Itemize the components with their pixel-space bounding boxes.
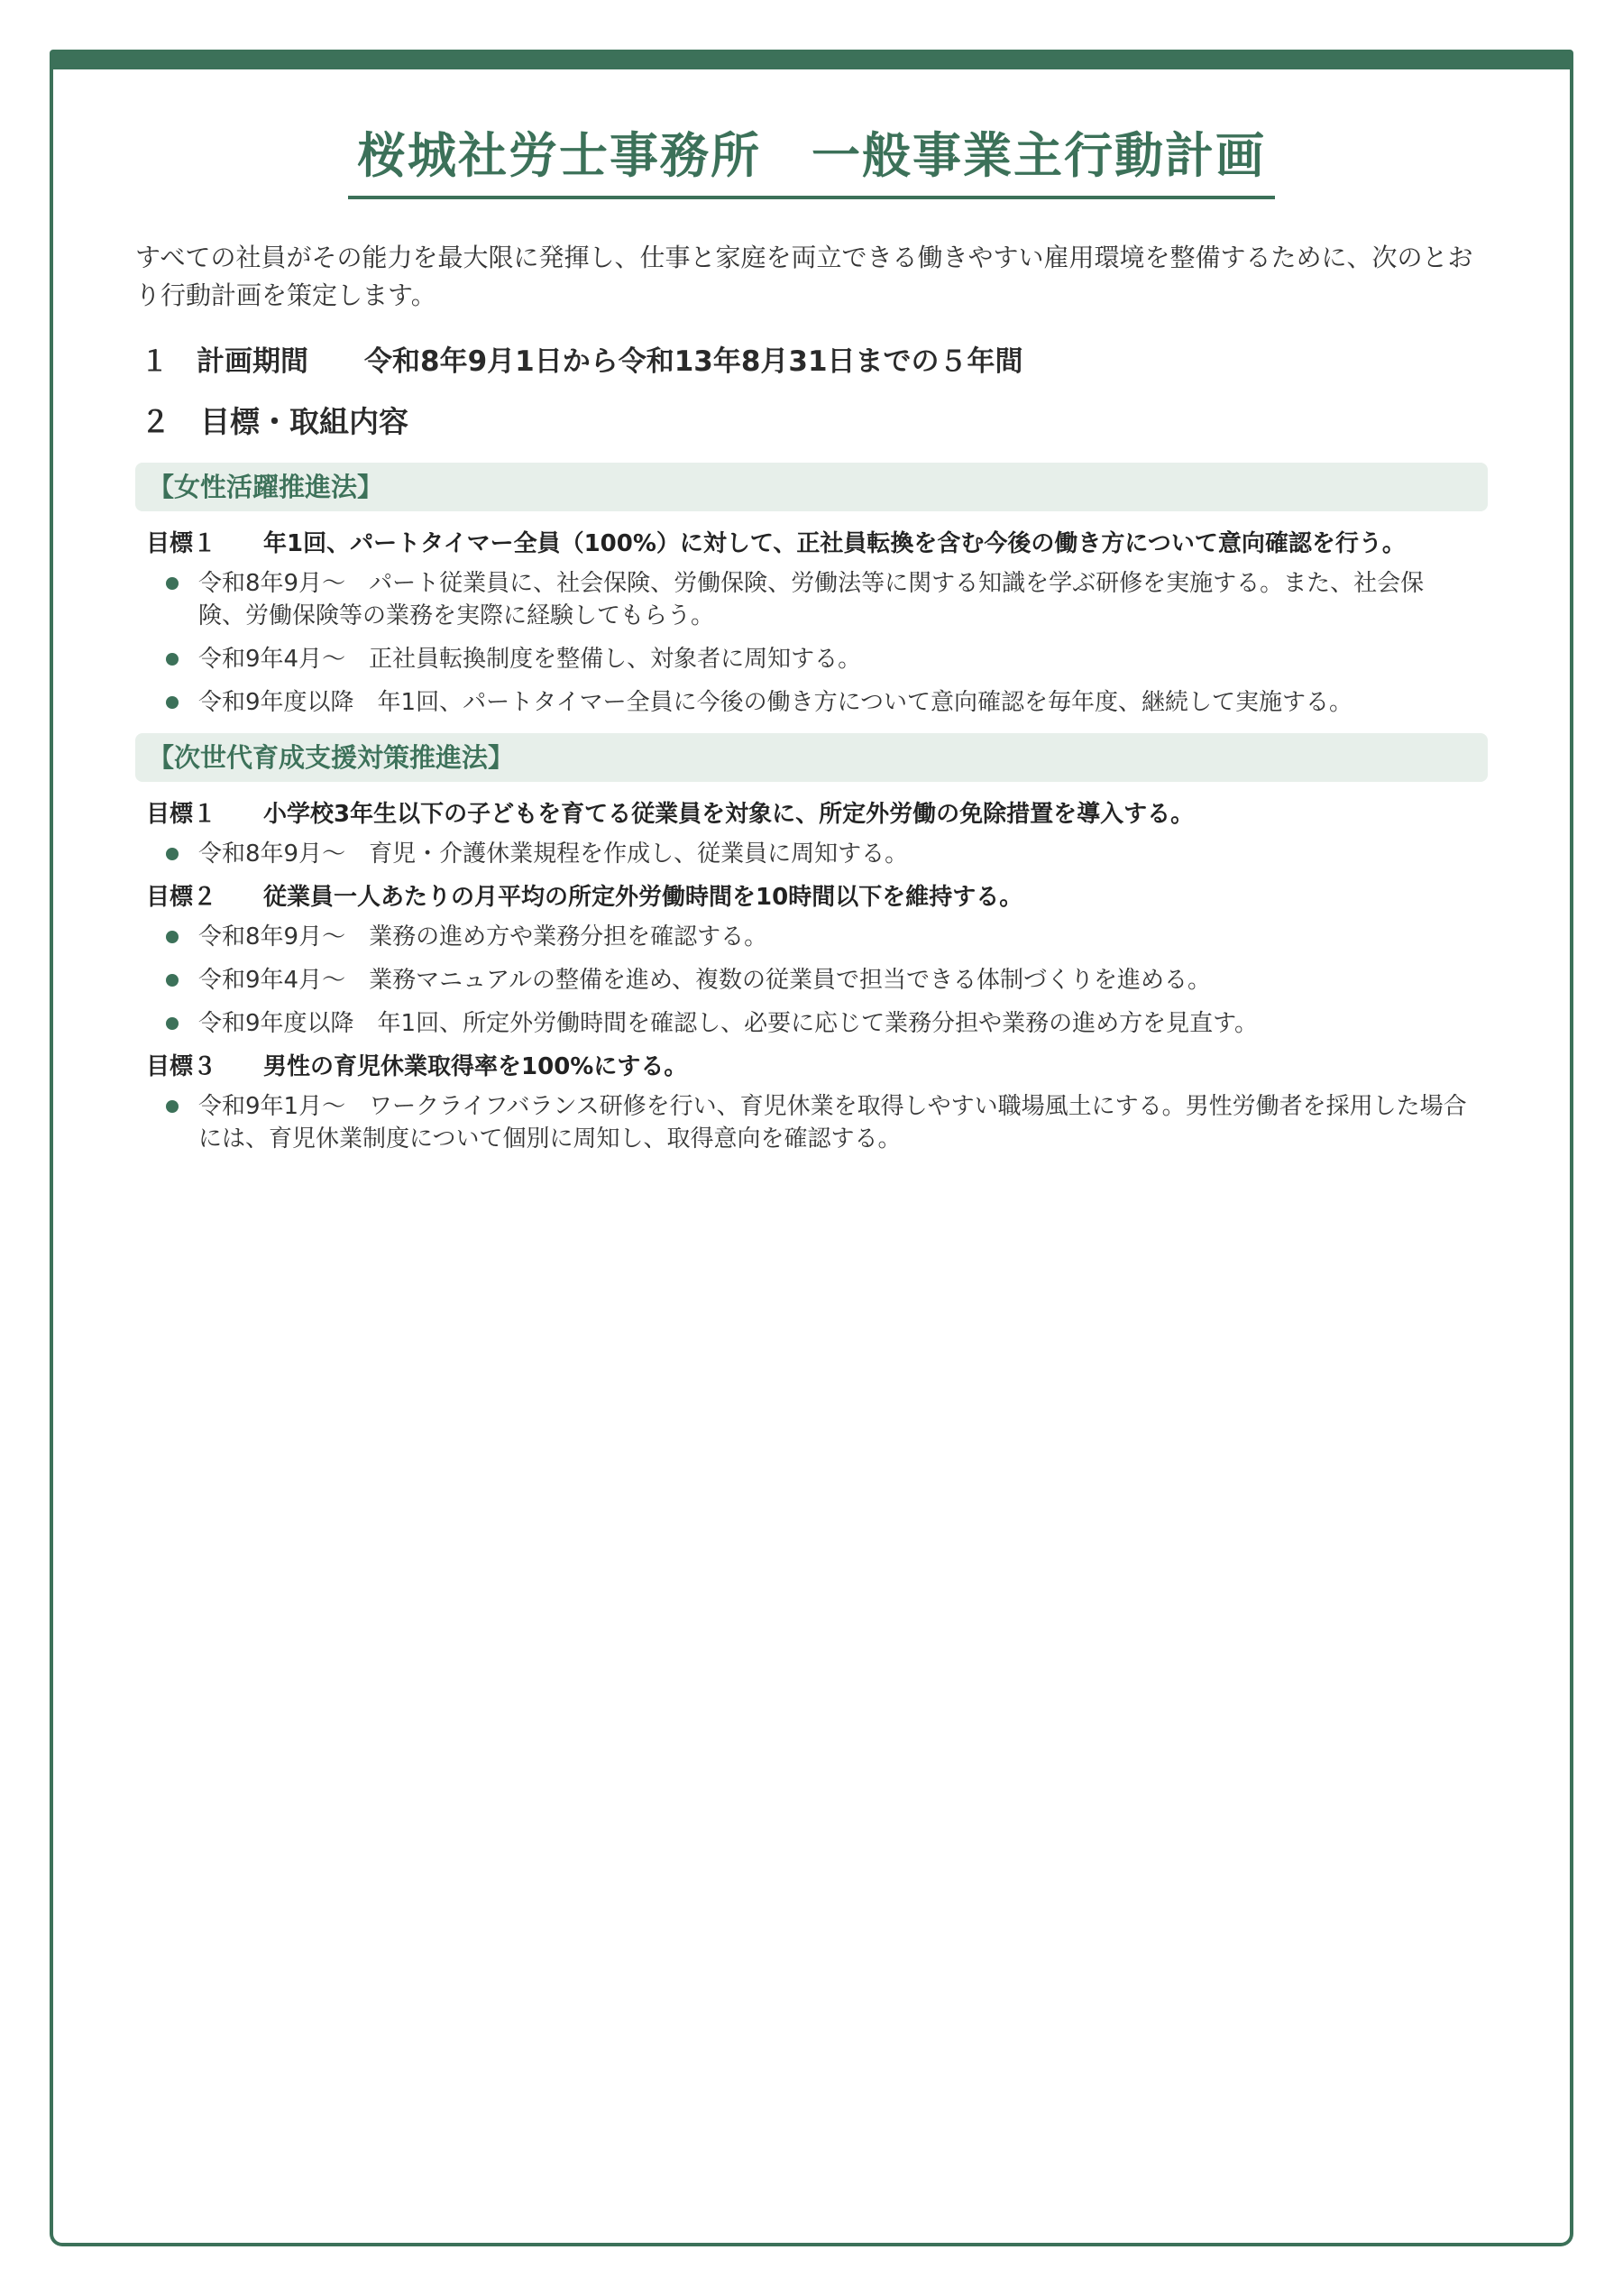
- goal-text: 年1回、パートタイマー全員（100%）に対して、正社員転換を含む今後の働き方について意向確認を行う。: [263, 530, 1406, 557]
- goal-label: 目標３: [146, 1053, 217, 1080]
- list-item: [135, 1007, 1488, 1040]
- list-item: [135, 567, 1488, 632]
- action-list: [135, 567, 1488, 719]
- action-list: [135, 921, 1488, 1040]
- section-next-generation: [135, 733, 1488, 1155]
- goal-label: 目標１: [146, 801, 217, 828]
- goal-heading: [146, 798, 1488, 831]
- action-list: [135, 1090, 1488, 1155]
- list-item: [135, 838, 1488, 870]
- bullet-icon: [166, 1017, 179, 1030]
- goal-text: 男性の育児休業取得率を100%にする。: [263, 1053, 688, 1080]
- bullet-icon: [166, 1100, 179, 1113]
- plan-period-heading: １ 計画期間 令和8年9月1日から令和13年8月31日までの５年間: [141, 345, 1023, 378]
- goal-text: 従業員一人あたりの月平均の所定外労働時間を10時間以下を維持する。: [263, 884, 1023, 911]
- section-women-advancement: [135, 463, 1488, 719]
- action-list: [135, 838, 1488, 870]
- list-item: [135, 1090, 1488, 1155]
- bullet-icon: [166, 696, 179, 709]
- list-item: [135, 643, 1488, 675]
- list-item-text: 令和9年4月～ 業務マニュアルの整備を進め、複数の従業員で担当できる体制づくりを進める。: [198, 967, 1212, 994]
- goal-text: 小学校3年生以下の子どもを育てる従業員を対象に、所定外労働の免除措置を導入する。: [263, 801, 1195, 828]
- goal-heading: [146, 881, 1488, 914]
- goals-heading: ２ 目標・取組内容: [141, 404, 408, 439]
- section-band: 【女性活躍推進法】: [135, 463, 1488, 511]
- document-body: [135, 117, 1488, 1166]
- bullet-icon: [166, 931, 179, 943]
- list-item-text: 令和9年度以降 年1回、パートタイマー全員に今後の働き方について意向確認を毎年度、継続して実施する。: [198, 689, 1353, 716]
- bullet-icon: [166, 577, 179, 590]
- list-item-text: 令和8年9月～ パート従業員に、社会保険、労働保険、労働法等に関する知識を学ぶ研修を実施する。また、社会保険、労働保険等の業務を実際に経験してもらう。: [198, 570, 1425, 629]
- list-item-text: 令和9年1月～ ワークライフバランス研修を行い、育児休業を取得しやすい職場風土にする。男性労働者を採用した場合には、育児休業制度について個別に周知し、取得意向を確認する。: [198, 1093, 1467, 1153]
- goal-heading: [146, 528, 1488, 560]
- title-wrap: [135, 117, 1488, 199]
- bullet-icon: [166, 848, 179, 860]
- document-title: 桜城社労士事務所 一般事業主行動計画: [348, 117, 1275, 199]
- goal-label: 目標２: [146, 884, 217, 911]
- list-item: [135, 921, 1488, 953]
- list-item: [135, 964, 1488, 996]
- goal-label: 目標１: [146, 530, 217, 557]
- list-item-text: 令和9年4月～ 正社員転換制度を整備し、対象者に周知する。: [198, 646, 862, 673]
- list-item-text: 令和8年9月～ 業務の進め方や業務分担を確認する。: [198, 923, 768, 951]
- list-item: [135, 686, 1488, 719]
- intro-paragraph: すべての社員がその能力を最大限に発揮し、仕事と家庭を両立できる働きやすい雇用環境を整備するために、次のとおり行動計画を策定します。: [135, 243, 1473, 310]
- list-item-text: 令和8年9月～ 育児・介護休業規程を作成し、従業員に周知する。: [198, 840, 909, 868]
- bullet-icon: [166, 653, 179, 666]
- list-item-text: 令和9年度以降 年1回、所定外労働時間を確認し、必要に応じて業務分担や業務の進め方を見直す。: [198, 1010, 1259, 1037]
- goal-heading: [146, 1051, 1488, 1083]
- section-band: 【次世代育成支援対策推進法】: [135, 733, 1488, 782]
- bullet-icon: [166, 974, 179, 987]
